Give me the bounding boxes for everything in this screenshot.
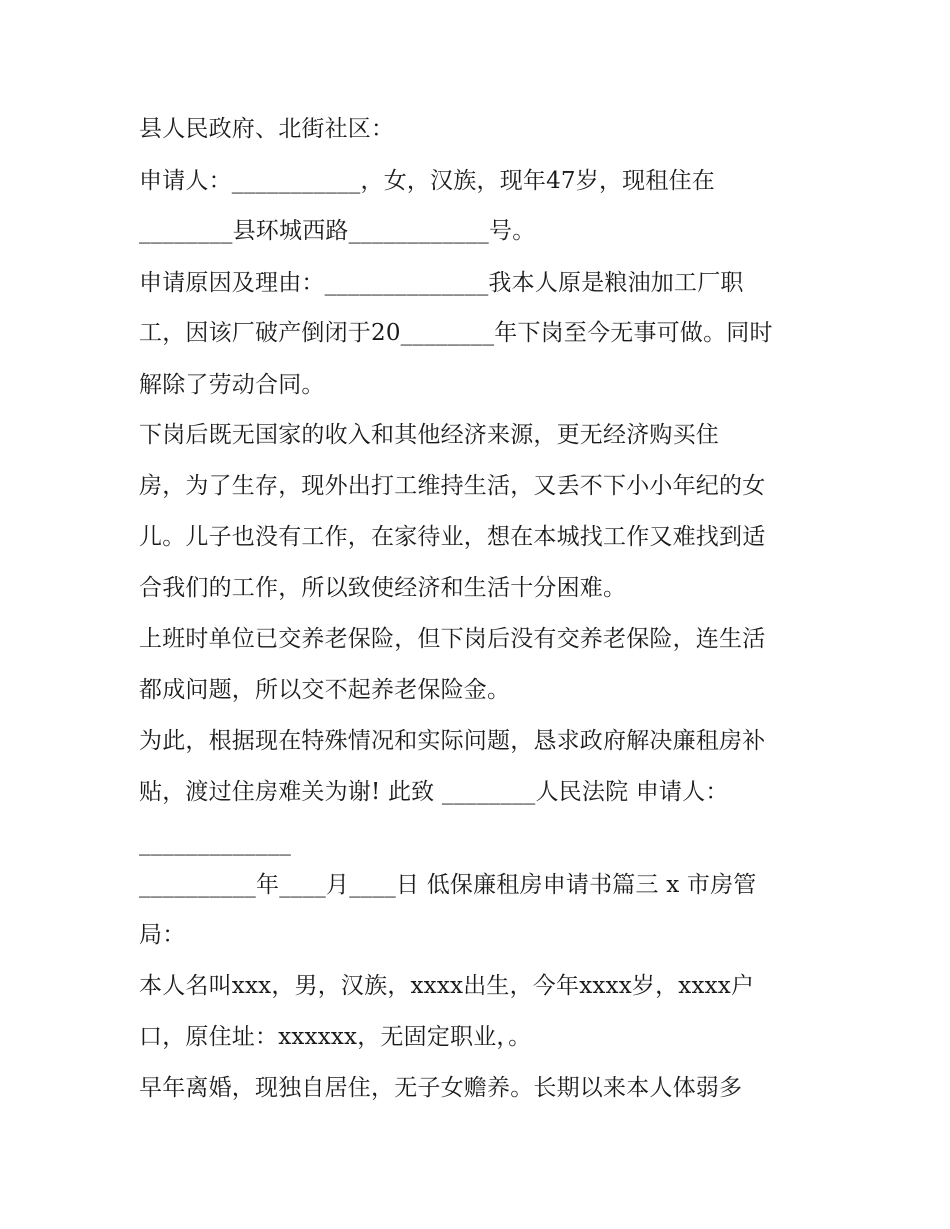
text-line: 早年离婚，现独自居住，无子女赡养。长期以来本人体弱多 — [139, 1075, 743, 1101]
text-line: 下岗后既无国家的收入和其他经济来源，更无经济购买住 — [139, 422, 719, 448]
text-line: 县人民政府、北街社区： — [139, 116, 395, 142]
text-line: 儿。儿子也没有工作，在家待业，想在本城找工作又难找到适 — [139, 524, 766, 550]
text-line: _____________ — [139, 830, 292, 856]
text-line: 为此，根据现在特殊情况和实际问题，恳求政府解决廉租房补 — [139, 728, 766, 754]
text-line: 贴，渡过住房难关为谢! 此致 ________人民法院 申请人： — [139, 779, 729, 805]
text-line: 申请人：___________，女，汉族，现年47岁，现租住在 — [139, 168, 715, 194]
text-line: 解除了劳动合同。 — [139, 372, 325, 398]
text-line: 工，因该厂破产倒闭于20________年下岗至今无事可做。同时 — [139, 320, 773, 346]
text-line: ________县环城西路____________号。 — [139, 218, 536, 244]
text-line: 申请原因及理由：______________我本人原是粮油加工厂职 — [139, 270, 744, 296]
text-line: __________年____月____日 低保廉租房申请书篇三 x 市房管 — [139, 872, 757, 898]
text-line: 本人名叫xxx，男，汉族，xxxx出生，今年xxxx岁，xxxx户 — [139, 973, 755, 999]
text-line: 房，为了生存，现外出打工维持生活，又丢不下小小年纪的女 — [139, 473, 766, 499]
text-line: 都成问题，所以交不起养老保险金。 — [139, 677, 511, 703]
text-line: 局： — [139, 922, 186, 948]
text-line: 口，原住址：xxxxxx，无固定职业，。 — [139, 1024, 532, 1050]
text-line: 上班时单位已交养老保险，但下岗后没有交养老保险，连生活 — [139, 626, 766, 652]
text-line: 合我们的工作，所以致使经济和生活十分困难。 — [139, 575, 627, 601]
